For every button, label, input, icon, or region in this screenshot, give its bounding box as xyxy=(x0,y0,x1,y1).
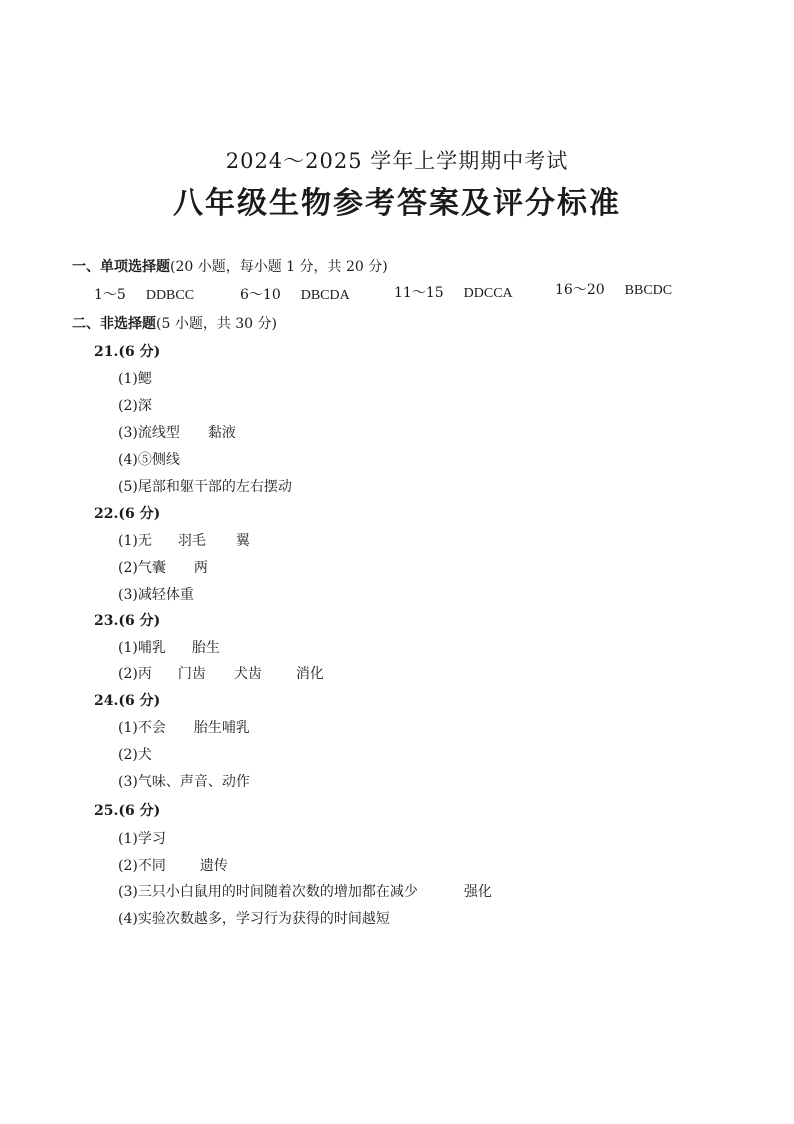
mc-group-3 xyxy=(394,282,513,302)
answer-24-1: (1)不会 胎生哺乳 xyxy=(118,720,250,736)
mc-range: 16～20 xyxy=(555,282,605,298)
question-24-label: 24.(6 分) xyxy=(94,693,161,709)
section2-heading xyxy=(72,313,277,333)
answer-21-1: (1)鳃 xyxy=(118,371,152,387)
section2-note: (5 小题，共 30 分) xyxy=(156,316,277,332)
answer-21-2: (2)深 xyxy=(118,398,152,414)
mc-group-4 xyxy=(555,279,672,299)
answer-22-1: (1)无 羽毛 翼 xyxy=(118,533,250,549)
main-title: 八年级生物参考答案及评分标准 xyxy=(173,186,621,221)
answer-25-1: (1)学习 xyxy=(118,831,166,847)
question-21-label: 21.(6 分) xyxy=(94,344,161,360)
mc-range: 11～15 xyxy=(394,285,444,301)
answer-22-3: (3)减轻体重 xyxy=(118,587,194,603)
section2-title: 二、非选择题 xyxy=(72,316,156,332)
answer-23-2: (2)丙 门齿 犬齿 消化 xyxy=(118,666,324,682)
section1-heading xyxy=(72,256,388,276)
answer-21-5: (5)尾部和躯干部的左右摆动 xyxy=(118,479,292,495)
mc-group-1 xyxy=(94,284,194,304)
mc-answers: DDBCC xyxy=(145,288,195,303)
answer-23-1: (1)哺乳 胎生 xyxy=(118,640,220,656)
mc-group-2 xyxy=(240,284,350,304)
mc-answers: DBCDA xyxy=(300,288,350,303)
section1-note: (20 小题，每小题 1 分，共 20 分) xyxy=(170,259,388,275)
answer-24-2: (2)犬 xyxy=(118,747,152,763)
mc-range: 1～5 xyxy=(94,287,126,303)
exam-title: 2024～2025 学年上学期期中考试 xyxy=(225,149,569,173)
question-23-label: 23.(6 分) xyxy=(94,613,161,629)
answer-22-2: (2)气囊 两 xyxy=(118,560,208,576)
answer-25-2: (2)不同 遗传 xyxy=(118,858,228,874)
question-22-label: 22.(6 分) xyxy=(94,506,161,522)
question-25-label: 25.(6 分) xyxy=(94,803,161,819)
answer-24-3: (3)气味、声音、动作 xyxy=(118,774,250,790)
answer-25-3: (3)三只小白鼠用的时间随着次数的增加都在减少 强化 xyxy=(118,884,492,900)
section1-title: 一、单项选择题 xyxy=(72,259,170,275)
answer-25-4: (4)实验次数越多，学习行为获得的时间越短 xyxy=(118,911,390,927)
mc-answers: DDCCA xyxy=(463,286,513,301)
answer-21-3: (3)流线型 黏液 xyxy=(118,425,236,441)
answer-21-4: (4)⑤侧线 xyxy=(118,452,180,468)
mc-answers: BBCDC xyxy=(624,283,673,298)
mc-range: 6～10 xyxy=(240,287,281,303)
